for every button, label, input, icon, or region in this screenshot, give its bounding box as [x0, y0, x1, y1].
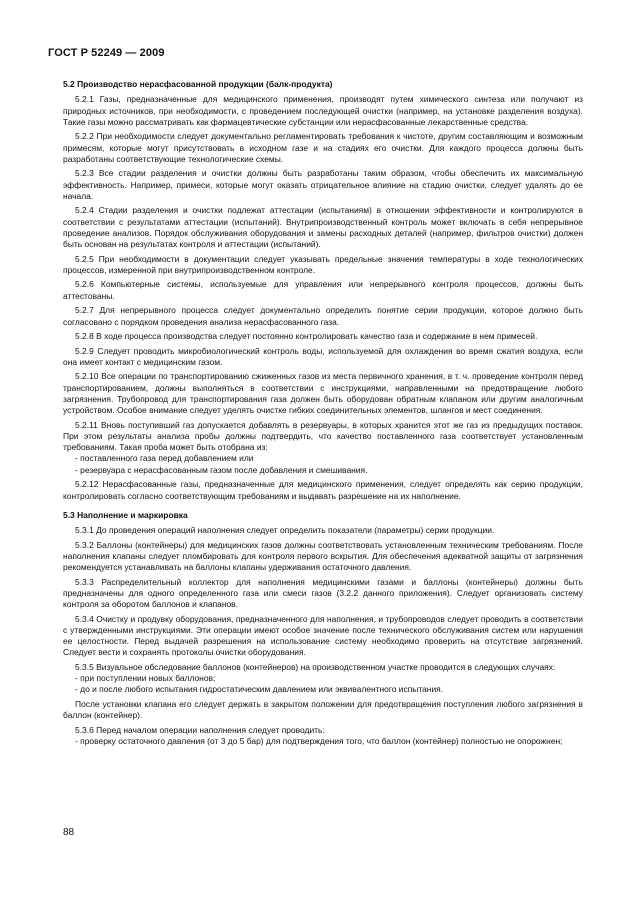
paragraph-5-2-3: 5.2.3 Все стадии разделения и очистки должны быть разработаны таким образом, чтобы обеспечить их максимальную эффективность. Например, примеси, которые могут оказать отрицательное влияние на стадию очистки, следует удалять до ее начала. [63, 168, 583, 201]
paragraph-5-2-8: 5.2.8 В ходе процесса производства следует постоянно контролировать качество газа и содержание в нем примесей. [75, 331, 538, 342]
document-body [63, 79, 583, 751]
document-header: ГОСТ Р 52249 — 2009 [48, 47, 165, 59]
paragraph-5-3-3: 5.3.3 Распределительный коллектор для наполнения медицинскими газами и баллоны (контейнеры) должны быть предназначены для одного определенного газа или смеси газов (3.2.2 данного приложения). Следует организовать систему контроля за оборотом баллонов и клапанов. [63, 576, 583, 610]
paragraph-5-3-2: 5.3.2 Баллоны (контейнеры) для медицинских газов должны соответствовать установленным техническим требованиям. После наполнения клапаны следует пломбировать для контроля первого вскрытия. Для обеспечения адекватной защиты от загрязнения рекомендуется устанавливать на баллоны клапаны удерживания остаточного давления. [63, 539, 583, 573]
paragraph-5-2-1: 5.2.1 Газы, предназначенные для медицинского применения, производят путем химического синтеза или получают из природных источников, при необходимости, с проведением последующей очистки (например, на установке разделения воздуха). Такие газы можно рассматривать как фармацевтические субстанции или нерасфасованные лекарственные средства. [63, 94, 583, 127]
paragraph-5-2-10: 5.2.10 Все операции по транспортированию сжиженных газов из места первичного хранения, в т. ч. проведение контроля перед транспортированием, должны выполняться в соответствии с инструкциями, направленными на предотвращение любого загрязнения. Трубопровод для транспортирования газа должен быть оборудован обратным клапаном или другим аналогичным устройством. Особое внимание следует уделять очистке гибких соединительных элементов, шлангов и мест соединения. [63, 371, 583, 416]
list-item: - резервуара с нерасфасованным газом после добавления и смешивания. [75, 464, 368, 475]
paragraph-5-2-7: 5.2.7 Для непрерывного процесса следует документально определить понятие серии продукции, которое должно быть согласовано с порядком проведения анализа нерасфасованного газа. [63, 305, 583, 327]
list-item: - при поступлении новых баллонов; [75, 673, 216, 684]
paragraph-5-2-4: 5.2.4 Стадии разделения и очистки подлежат аттестации (испытаниям) в отношении эффективности и контролируются в соответствии с результатами аттестации (испытаний). Внутрипроизводственный контроль может включать в себя непрерывное проведение анализов. Порядок обслуживания оборудования и замены расходных деталей (например, фильтров очистки) должен быть основан на результатах контроля и аттестации (испытаний). [63, 205, 583, 250]
paragraph-5-3-5: 5.3.5 Визуальное обследование баллонов (контейнеров) на производственном участке проводится в следующих случаях: [75, 661, 556, 672]
paragraph-valve-closed: После установки клапана его следует держать в закрытом положении для предотвращения поступления любого загрязнения в баллон (контейнер). [63, 699, 583, 721]
list-item: - до и после любого испытания гидростатическим давлением или эквивалентного испытания. [75, 684, 444, 695]
list-item: - поставленного газа перед добавлением или [75, 453, 254, 464]
paragraph-5-2-9: 5.2.9 Следует проводить микробиологический контроль воды, используемой для охлаждения во время сжатия воздуха, если она имеет контакт с медицинским газом. [63, 345, 583, 367]
paragraph-5-2-2: 5.2.2 При необходимости следует документально регламентировать требования к чистоте, другим составляющим и возможным примесям, которые могут присутствовать в исходном газе и на стадиях его очистки. Для каждого процесса должны быть разработаны соответствующие технологические схемы. [63, 131, 583, 164]
paragraph-5-2-5: 5.2.5 При необходимости в документации следует указывать предельные значения температуры в ходе технологических процессов, измеренной при внутрипроизводственном контроле. [63, 253, 583, 275]
paragraph-5-2-6: 5.2.6 Компьютерные системы, используемые для управления или непрерывного контроля процессов, должны быть аттестованы. [63, 279, 583, 301]
list-item: - проверку остаточного давления (от 3 до 5 бар) для подтверждения того, что баллон (контейнер) полностью не опорожнен; [75, 736, 563, 747]
page-number: 88 [63, 827, 75, 838]
paragraph-5-3-4: 5.3.4 Очистку и продувку оборудования, предназначенного для наполнения, и трубопроводов следует проводить в соответствии с утвержденными инструкциями. Эти операции имеют особое значение после технического обслуживания систем или нарушения ее целостности. Перед выдачей разрешения на использование систему необходимо проверить на отсутствие загрязнений. Следует вести и сохранять протоколы очистки оборудования. [63, 613, 583, 658]
paragraph-5-2-12: 5.2.12 Нерасфасованные газы, предназначенные для медицинского применения, следует определять как серию продукции, контролировать согласно соответствующим требованиям и выдавать разрешение на их наполнение. [63, 479, 583, 501]
paragraph-5-3-1: 5.3.1 До проведения операций наполнения следует определить показатели (параметры) серии продукции. [75, 525, 495, 536]
paragraph-5-3-6: 5.3.6 Перед началом операции наполнения следует проводить: [75, 724, 325, 735]
paragraph-5-2-11: 5.2.11 Вновь поступивший газ допускается добавлять в резервуары, в которых хранится этот же газ из предыдущих поставок. При этом результаты анализа пробы должны подтвердить, что качество поставленного газа соответствует установленным требованиям. Такая проба может быть отобрана из: [63, 419, 583, 453]
section-heading-5-2: 5.2 Производство нерасфасованной продукции (балк-продукта) [63, 79, 333, 89]
section-heading-5-3: 5.3 Наполнение и маркировка [63, 509, 188, 520]
